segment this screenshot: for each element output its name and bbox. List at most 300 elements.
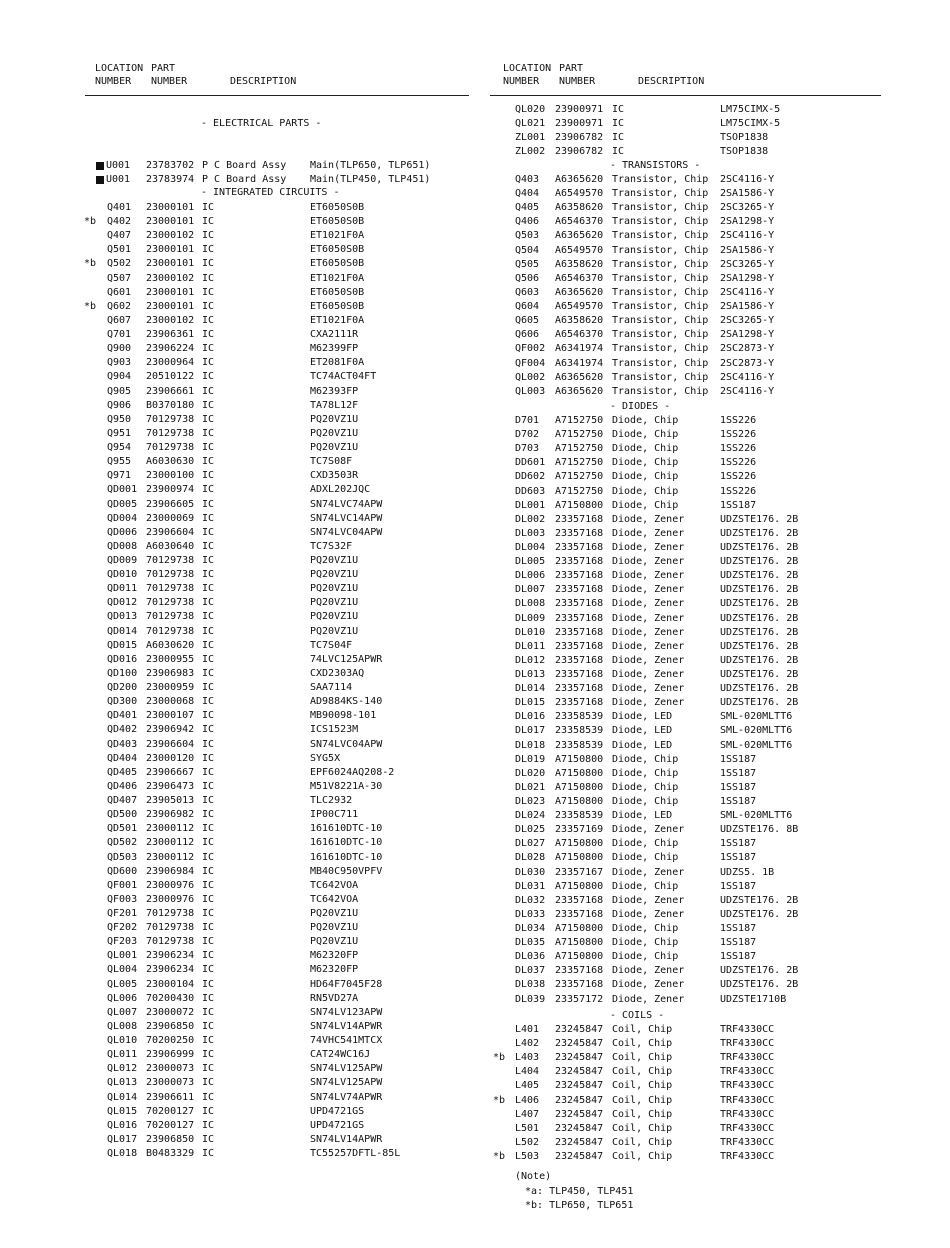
part-number: 70129738	[146, 611, 195, 623]
spec: PQ20VZ1U	[310, 427, 359, 439]
location-number: Q603	[515, 286, 540, 298]
spec: UDZSTE176. 2B	[720, 640, 799, 652]
location-number: DL024	[515, 810, 546, 822]
part-row	[475, 485, 950, 499]
part-row	[0, 709, 475, 723]
location-number: ZL001	[515, 132, 546, 144]
location-number: DL013	[515, 668, 546, 680]
spec: 2SC4116-Y	[720, 385, 775, 397]
part-number: 23906850	[146, 1020, 195, 1032]
description: IC	[202, 442, 215, 454]
part-row	[0, 963, 475, 977]
location-number: Q406	[515, 216, 540, 228]
spec: UDZS5. 1B	[720, 866, 775, 878]
part-row	[475, 1023, 950, 1037]
description: Diode, Chip	[612, 485, 679, 497]
part-number: 23000112	[146, 837, 195, 849]
spec: ET6050S0B	[310, 286, 365, 298]
location-number: Q905	[107, 385, 132, 397]
spec: TC642VOA	[310, 879, 359, 891]
description: IC	[202, 399, 215, 411]
description: IC	[202, 893, 215, 905]
part-number: B0483329	[146, 1148, 195, 1160]
spec: MB90098-101	[310, 710, 377, 722]
spec: SN74LVC04APW	[310, 738, 383, 750]
location-number: QD006	[107, 526, 138, 538]
part-row	[475, 1108, 950, 1122]
description: Coil, Chip	[612, 1108, 673, 1120]
part-number: 23906782	[555, 146, 604, 158]
spec: UPD4721GS	[310, 1119, 365, 1131]
part-number: 23906667	[146, 766, 195, 778]
part-row	[475, 414, 950, 428]
description: IC	[202, 639, 215, 651]
part-row	[0, 385, 475, 399]
number-label: NUMBER	[95, 76, 132, 87]
description: IC	[202, 879, 215, 891]
part-number: 23245847	[555, 1094, 604, 1106]
part-number: 23906234	[146, 950, 195, 962]
spec: 2SC4116-Y	[720, 174, 775, 185]
description: Coil, Chip	[612, 1122, 673, 1134]
description: IC	[202, 216, 215, 228]
part-number: 23357168	[555, 556, 604, 568]
location-number: Q402	[107, 216, 132, 228]
location-number: QL004	[107, 964, 138, 976]
part-number: 23000072	[146, 1006, 195, 1018]
part-row	[475, 1065, 950, 1079]
location-number: QL020	[515, 104, 546, 115]
part-number: A6358620	[555, 202, 604, 214]
location-number: DL006	[515, 570, 546, 582]
part-row	[0, 921, 475, 935]
location-number: QD401	[107, 710, 138, 722]
part-number: A7150800	[555, 951, 604, 963]
location-label: LOCATION	[503, 63, 552, 74]
location-number-header	[503, 62, 551, 88]
part-row	[475, 428, 950, 442]
spec: CAT24WC16J	[310, 1049, 371, 1061]
row-mark: *b	[493, 1094, 506, 1106]
location-number: DL001	[515, 499, 546, 511]
location-number: QD501	[107, 823, 138, 835]
description: Diode, Zener	[612, 541, 685, 553]
description: Diode, Zener	[612, 612, 685, 624]
part-number: 70129738	[146, 597, 195, 609]
part-number-header	[151, 62, 187, 88]
description-header: DESCRIPTION	[638, 76, 705, 87]
location-number: Q507	[107, 272, 132, 284]
location-number: DL033	[515, 908, 546, 920]
spec: 2SA1298-Y	[720, 216, 775, 228]
spec: IP00C711	[310, 809, 359, 821]
location-number: QL015	[107, 1105, 138, 1117]
location-number: DL014	[515, 683, 546, 695]
part-number: 23357168	[555, 668, 604, 680]
part-row	[0, 723, 475, 737]
part-number: A7152750	[555, 485, 604, 497]
description: IC	[202, 795, 215, 807]
spec: SML-020MLTT6	[720, 711, 793, 723]
part-number-label: NUMBER	[559, 76, 596, 87]
number-label: NUMBER	[503, 76, 540, 87]
spec: PQ20VZ1U	[310, 625, 359, 637]
spec: 2SC2873-Y	[720, 343, 775, 355]
part-row	[475, 229, 950, 243]
part-number: A7150800	[555, 880, 604, 892]
spec: ET1021F0A	[310, 314, 365, 326]
note-a: *a: TLP450, TLP451	[525, 1186, 634, 1197]
spec: SML-020MLTT6	[720, 810, 793, 822]
spec: 1SS226	[720, 443, 757, 455]
description: Diode, Zener	[612, 979, 685, 991]
part-row	[475, 470, 950, 484]
part-row	[0, 766, 475, 780]
part-number: 70129738	[146, 442, 195, 454]
part-row	[0, 498, 475, 512]
spec: UDZSTE176. 2B	[720, 668, 799, 680]
location-number: DL023	[515, 795, 546, 807]
location-number: L503	[515, 1150, 540, 1162]
location-number: QD502	[107, 837, 138, 849]
part-row	[475, 597, 950, 611]
part-row	[475, 837, 950, 851]
location-number: QD407	[107, 795, 138, 807]
description: Diode, Zener	[612, 683, 685, 695]
location-number: L502	[515, 1136, 540, 1148]
description: IC	[202, 512, 215, 524]
description: Transistor, Chip	[612, 357, 709, 369]
part-row	[475, 1037, 950, 1051]
location-number: QL010	[107, 1035, 138, 1047]
part-number: 70200127	[146, 1105, 195, 1117]
part-number: A6546370	[555, 329, 604, 341]
part-row	[475, 626, 950, 640]
description: IC	[202, 329, 215, 341]
location-number: DL017	[515, 725, 546, 737]
location-number: Q501	[107, 244, 132, 256]
description: Diode, Zener	[612, 965, 685, 977]
description: IC	[202, 766, 215, 778]
part-number: 23357168	[555, 654, 604, 666]
description: IC	[202, 569, 215, 581]
description: IC	[612, 132, 625, 144]
part-row	[0, 625, 475, 639]
part-row	[475, 936, 950, 950]
part-row	[0, 865, 475, 879]
spec: ET6050S0B	[310, 244, 365, 256]
location-number: DL025	[515, 824, 546, 836]
description: IC	[202, 710, 215, 722]
description: IC	[202, 1148, 215, 1160]
part-row	[0, 540, 475, 554]
location-number: QD001	[107, 484, 138, 496]
part-row	[0, 159, 475, 173]
location-number: Q604	[515, 301, 540, 313]
location-number: Q401	[107, 202, 132, 213]
part-row	[475, 964, 950, 978]
spec: ET6050S0B	[310, 216, 365, 228]
spec: M62320FP	[310, 950, 359, 962]
part-number: 23357168	[555, 612, 604, 624]
description: Diode, Zener	[612, 866, 685, 878]
location-number: Q950	[107, 413, 132, 425]
location-number: QD600	[107, 865, 138, 877]
part-number: 23906982	[146, 809, 195, 821]
location-number: DL020	[515, 767, 546, 779]
location-number: QF003	[107, 893, 138, 905]
part-number: 23000100	[146, 470, 195, 482]
spec: 1SS226	[720, 471, 757, 483]
description: IC	[202, 865, 215, 877]
part-number: A7150800	[555, 781, 604, 793]
part-number: 23357168	[555, 626, 604, 638]
part-number: A6365620	[555, 371, 604, 383]
part-number: 23906782	[555, 132, 604, 144]
part-row	[475, 244, 950, 258]
part-row	[475, 286, 950, 300]
part-row	[0, 201, 475, 215]
row-mark: *b	[493, 1150, 506, 1162]
description: Transistor, Chip	[612, 258, 709, 270]
spec: UDZSTE176. 2B	[720, 894, 799, 906]
location-number: Q601	[107, 286, 132, 298]
spec: 2SC3265-Y	[720, 258, 775, 270]
part-number: 70200250	[146, 1035, 195, 1047]
location-number: QL008	[107, 1020, 138, 1032]
description: Diode, Chip	[612, 922, 679, 934]
spec: 1SS187	[720, 951, 757, 963]
location-number: QL001	[107, 950, 138, 962]
spec: SYG5X	[310, 752, 341, 764]
part-row	[475, 314, 950, 328]
integrated-circuits-heading: - INTEGRATED CIRCUITS -	[201, 187, 340, 198]
part-row	[475, 527, 950, 541]
part-row	[0, 455, 475, 469]
part-number: 23000102	[146, 314, 195, 326]
spec: PQ20VZ1U	[310, 922, 359, 934]
description: Coil, Chip	[612, 1024, 673, 1035]
part-number: A6358620	[555, 315, 604, 327]
part-number: 23000976	[146, 879, 195, 891]
part-number: 23000101	[146, 216, 195, 228]
location-number: QL021	[515, 118, 546, 130]
description: Coil, Chip	[612, 1094, 673, 1106]
location-number: QD005	[107, 498, 138, 510]
part-row	[475, 385, 950, 399]
description: IC	[612, 104, 625, 115]
part-row	[0, 215, 475, 229]
part-number: 70129738	[146, 936, 195, 948]
location-number: DL028	[515, 852, 546, 864]
location-number: QL016	[107, 1119, 138, 1131]
part-number: 23906604	[146, 738, 195, 750]
spec: TC74ACT04FT	[310, 371, 377, 383]
description-header: DESCRIPTION	[230, 76, 297, 87]
part-row	[475, 555, 950, 569]
spec: TRF4330CC	[720, 1108, 775, 1120]
spec: 161610DTC-10	[310, 823, 383, 835]
part-label: PART	[559, 63, 584, 74]
spec: SAA7114	[310, 682, 353, 694]
location-number: QL006	[107, 992, 138, 1004]
part-number: A7150800	[555, 499, 604, 511]
description: IC	[202, 922, 215, 934]
part-number: A6546370	[555, 216, 604, 228]
location-label: LOCATION	[95, 63, 144, 74]
part-number: 23245847	[555, 1122, 604, 1134]
spec: 161610DTC-10	[310, 851, 383, 863]
note-b: *b: TLP650, TLP651	[525, 1200, 634, 1211]
location-number: Q954	[107, 442, 132, 454]
header-divider	[85, 95, 469, 96]
part-row	[0, 653, 475, 667]
spec: 2SA1298-Y	[720, 329, 775, 341]
row-mark: *b	[84, 300, 97, 312]
spec: 1SS187	[720, 937, 757, 949]
part-row	[0, 1006, 475, 1020]
description: IC	[202, 667, 215, 679]
location-number: DL011	[515, 640, 546, 652]
description: Transistor, Chip	[612, 230, 709, 242]
description: IC	[202, 583, 215, 595]
location-number: QL012	[107, 1063, 138, 1075]
location-number: QD300	[107, 696, 138, 708]
description: P C Board Assy	[202, 160, 287, 171]
part-number: A6549570	[555, 188, 604, 200]
location-number: DL021	[515, 781, 546, 793]
location-number: DL004	[515, 541, 546, 553]
location-number: QF201	[107, 908, 138, 919]
description: IC	[202, 300, 215, 312]
part-number: 23000112	[146, 823, 195, 835]
part-number: 23000964	[146, 357, 195, 369]
spec: 2SC3265-Y	[720, 202, 775, 214]
location-number: DL039	[515, 993, 546, 1005]
location-number: QD010	[107, 569, 138, 581]
part-row	[475, 499, 950, 513]
part-number: A7150800	[555, 852, 604, 864]
part-number: 23906224	[146, 343, 195, 355]
part-row	[0, 1105, 475, 1119]
part-number: A6358620	[555, 258, 604, 270]
description: Transistor, Chip	[612, 315, 709, 327]
spec: 74LVC125APWR	[310, 653, 383, 665]
part-row	[0, 314, 475, 328]
part-row	[0, 173, 475, 187]
location-number: DL038	[515, 979, 546, 991]
part-row	[475, 103, 950, 117]
spec: EPF6024AQ208-2	[310, 766, 395, 778]
spec: PQ20VZ1U	[310, 611, 359, 623]
spec: 2SA1298-Y	[720, 272, 775, 284]
part-row	[475, 201, 950, 215]
part-row	[475, 187, 950, 201]
part-number: 23900971	[555, 104, 604, 115]
part-number: 70129738	[146, 413, 195, 425]
part-number: 23245847	[555, 1066, 604, 1078]
part-number: 23000107	[146, 710, 195, 722]
description: Transistor, Chip	[612, 286, 709, 298]
location-number: Q505	[515, 258, 540, 270]
spec: 1SS226	[720, 485, 757, 497]
location-number: DL036	[515, 951, 546, 963]
description: Diode, Chip	[612, 471, 679, 483]
part-number: A6546370	[555, 272, 604, 284]
spec: TLC2932	[310, 795, 353, 807]
location-number: L404	[515, 1066, 540, 1078]
location-number: D701	[515, 415, 540, 426]
spec: TC7S08F	[310, 456, 353, 468]
row-mark: *b	[493, 1052, 506, 1064]
description: Diode, LED	[612, 739, 673, 751]
part-number: 23000101	[146, 286, 195, 298]
part-row	[0, 836, 475, 850]
location-number: Q607	[107, 314, 132, 326]
part-number: 23245847	[555, 1080, 604, 1092]
description: IC	[202, 1035, 215, 1047]
description: IC	[202, 244, 215, 256]
spec: UDZSTE176. 2B	[720, 654, 799, 666]
part-number: A7152750	[555, 429, 604, 441]
location-number: QD404	[107, 752, 138, 764]
location-number: DL003	[515, 527, 546, 539]
spec: 2SC4116-Y	[720, 230, 775, 242]
location-number: DL010	[515, 626, 546, 638]
spec: UDZSTE176. 2B	[720, 556, 799, 568]
spec: 1SS187	[720, 767, 757, 779]
description: IC	[202, 258, 215, 270]
part-row	[0, 483, 475, 497]
row-mark: *b	[84, 258, 97, 270]
description: IC	[202, 964, 215, 976]
spec: 1SS187	[720, 753, 757, 765]
part-row	[475, 1079, 950, 1093]
part-number: 23357168	[555, 584, 604, 596]
location-number: DL027	[515, 838, 546, 850]
spec: 1SS187	[720, 781, 757, 793]
spec: TRF4330CC	[720, 1150, 775, 1162]
spec: 1SS187	[720, 852, 757, 864]
part-number: A6365620	[555, 286, 604, 298]
part-row	[0, 441, 475, 455]
description: IC	[202, 1105, 215, 1117]
location-number: QF002	[515, 343, 546, 355]
spec: ET6050S0B	[310, 202, 365, 213]
spec: LM75CIMX-5	[720, 104, 781, 115]
part-row	[475, 258, 950, 272]
part-row	[475, 767, 950, 781]
part-row	[0, 526, 475, 540]
part-number: 23357168	[555, 965, 604, 977]
part-number: 23906999	[146, 1049, 195, 1061]
part-number: 23357168	[555, 570, 604, 582]
part-row	[0, 978, 475, 992]
spec: PQ20VZ1U	[310, 936, 359, 948]
part-number: 70129738	[146, 625, 195, 637]
location-number: QD402	[107, 724, 138, 736]
description: Coil, Chip	[612, 1038, 673, 1050]
part-number: 70200430	[146, 992, 195, 1004]
part-row	[475, 809, 950, 823]
location-number: U001	[106, 160, 131, 171]
spec: TSOP1838	[720, 146, 769, 158]
description: IC	[202, 470, 215, 482]
part-row	[0, 1091, 475, 1105]
location-number: Q906	[107, 399, 132, 411]
right-column	[475, 0, 950, 1248]
part-row	[0, 554, 475, 568]
